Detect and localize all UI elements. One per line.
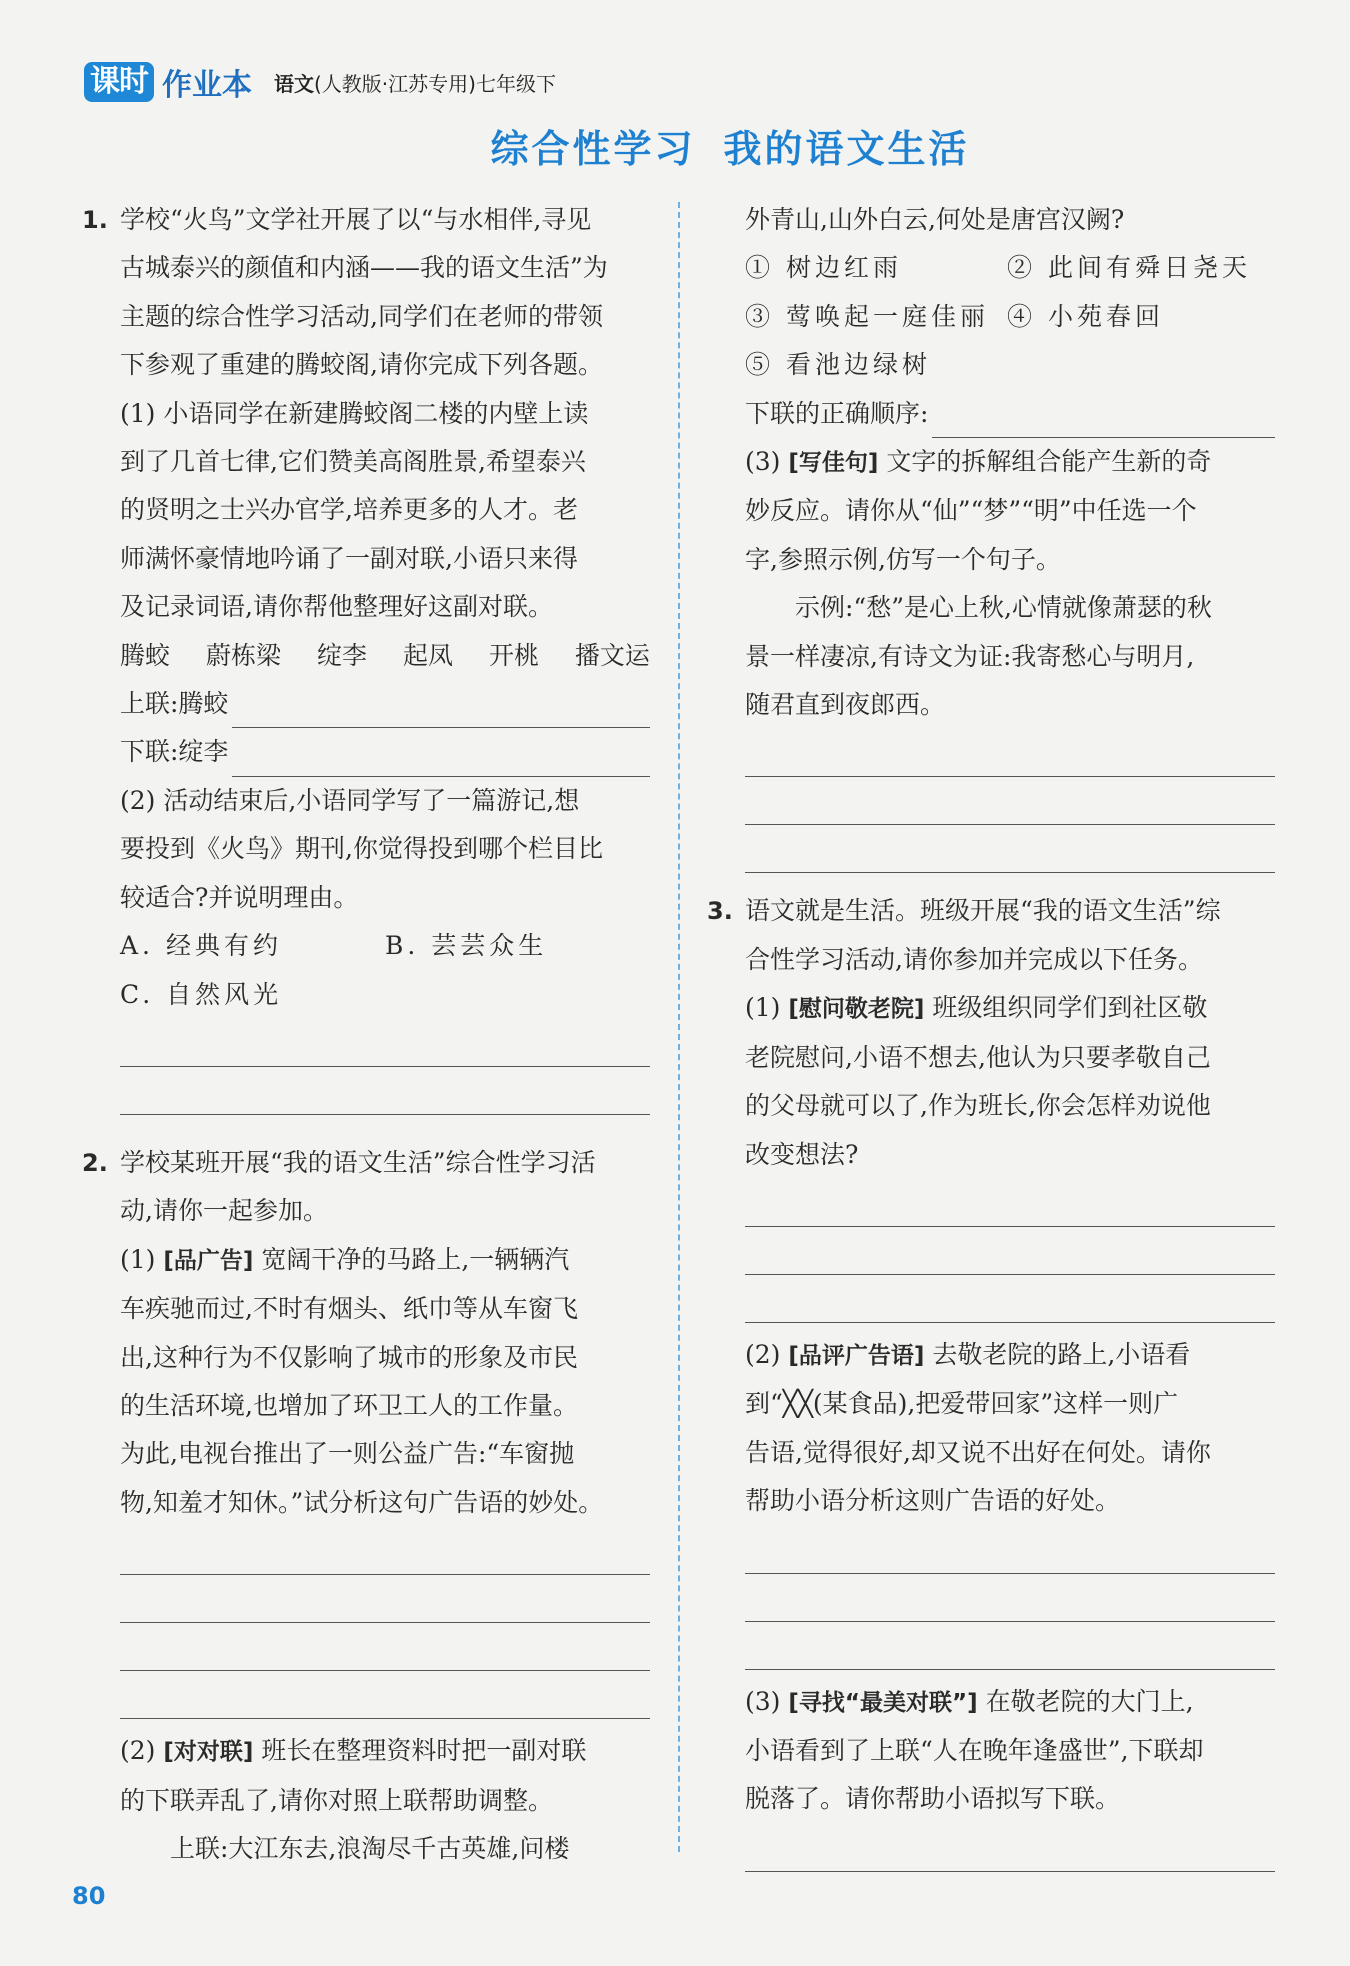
answer-line[interactable]: [232, 740, 650, 777]
text-run: 班长在整理资料时把一副对联: [261, 1736, 587, 1766]
text-line: 古城泰兴的颜值和内涵——我的语文生活”为: [120, 253, 608, 283]
text-line: 的生活环境,也增加了环卫工人的工作量。: [120, 1390, 578, 1420]
choice: ⑤ 看池边绿树: [745, 350, 931, 380]
question-number: 3.: [707, 897, 733, 926]
lower-couplet-field[interactable]: [80, 728, 650, 776]
text-line: 合性学习活动,请你参加并完成以下任务。: [745, 944, 1203, 974]
text-line: 及记录词语,请你帮他整理好这副对联。: [120, 592, 553, 622]
option-c: C. 自然风光: [120, 979, 283, 1009]
section-tag: [品评广告语]: [788, 1342, 925, 1369]
text-line: 到了几首七律,它们赞美高阁胜景,希望泰兴: [120, 447, 586, 477]
answer-line[interactable]: [120, 1671, 650, 1719]
logo: [84, 60, 252, 104]
logo-text: 作业本: [162, 68, 252, 103]
text-line: 要投到《火鸟》期刊,你觉得投到哪个栏目比: [120, 834, 603, 864]
column-divider: [678, 202, 680, 1852]
choices-row: [705, 244, 1275, 292]
question-1: [80, 196, 650, 1115]
text-run: 去敬老院的路上,小语看: [932, 1339, 1191, 1369]
subject-main: 语文: [274, 71, 314, 96]
section-tag: [写佳句]: [788, 450, 879, 477]
text-line: 脱落了。请你帮助小语拟写下联。: [745, 1784, 1121, 1814]
subject-rest: (人教版·江苏专用)七年级下: [314, 71, 556, 96]
option-b: B. 芸芸众生: [385, 931, 548, 961]
answer-line[interactable]: [120, 1067, 650, 1115]
word: 起凤: [402, 640, 453, 670]
text-line: 告语,觉得很好,却又说不出好在何处。请你: [745, 1437, 1211, 1467]
section-tag: [品广告]: [163, 1247, 254, 1274]
question-2: [80, 1139, 650, 1873]
options-row: [80, 971, 650, 1019]
page-number: 80: [72, 1882, 106, 1910]
text-line: 出,这种行为不仅影响了城市的形象及市民: [120, 1342, 578, 1372]
answer-line[interactable]: [745, 1574, 1275, 1622]
answer-line[interactable]: [745, 1179, 1275, 1227]
answer-line[interactable]: [745, 777, 1275, 825]
word-bank: [80, 632, 650, 680]
options-row: [80, 922, 650, 970]
upper-couplet-label: 上联:腾蛟: [120, 689, 229, 719]
text-line: 物,知羞才知休。”试分析这句广告语的妙处。: [120, 1487, 604, 1517]
text-line: (1) 小语同学在新建腾蛟阁二楼的内壁上读: [120, 398, 589, 428]
text-line: 学校“火鸟”文学社开展了以“与水相伴,寻见: [120, 205, 592, 234]
answer-line[interactable]: [232, 691, 650, 728]
left-column: [80, 196, 650, 1873]
order-label: 下联的正确顺序:: [745, 398, 929, 428]
text-line: 上联:大江东去,浪淘尽千古英雄,问楼: [170, 1833, 570, 1863]
sub-number: (1): [120, 1244, 156, 1274]
text-line: [705, 984, 1275, 1033]
question-3: [705, 887, 1275, 1871]
text-line: 车疾驰而过,不时有烟头、纸巾等从车窗飞: [120, 1294, 578, 1324]
question-number: 2.: [82, 1148, 108, 1177]
answer-line[interactable]: [120, 1527, 650, 1575]
text-line: [705, 1331, 1275, 1380]
text-line: [705, 1678, 1275, 1727]
text-line: [80, 1236, 650, 1285]
choices-row: [705, 293, 1275, 341]
text-run: 文字的拆解组合能产生新的奇: [886, 447, 1212, 477]
text-line: 改变想法?: [745, 1139, 859, 1169]
page-title: [0, 118, 1350, 173]
text-line: 景一样凄凉,有诗文为证:我寄愁心与明月,: [745, 641, 1195, 671]
text-line: 小语看到了上联“人在晚年逢盛世”,下联却: [745, 1735, 1204, 1765]
text-line: 动,请你一起参加。: [120, 1196, 328, 1226]
subject-line: [274, 68, 556, 97]
text-line: 到“╳╳(某食品),把爱带回家”这样一则广: [745, 1389, 1179, 1419]
upper-couplet-field[interactable]: [80, 680, 650, 728]
order-answer-field[interactable]: [705, 390, 1275, 438]
text-run: 班级组织同学们到社区敬: [932, 993, 1208, 1023]
word: 绽李: [316, 640, 367, 670]
text-line: (2) 活动结束后,小语同学写了一篇游记,想: [120, 785, 580, 815]
text-line: 外青山,山外白云,何处是唐宫汉阙?: [745, 205, 1125, 234]
text-line: 的父母就可以了,作为班长,你会怎样劝说他: [745, 1091, 1211, 1121]
answer-line[interactable]: [745, 1227, 1275, 1275]
logo-box: 课时: [84, 62, 154, 102]
option-a: A. 经典有约: [120, 931, 282, 961]
text-line: 较适合?并说明理由。: [120, 882, 359, 912]
answer-line[interactable]: [120, 1623, 650, 1671]
answer-line[interactable]: [745, 825, 1275, 873]
answer-line[interactable]: [745, 1824, 1275, 1872]
answer-line[interactable]: [745, 1622, 1275, 1670]
text-line: 示例:“愁”是心上秋,心情就像萧瑟的秋: [795, 593, 1212, 623]
right-column: [705, 196, 1275, 1872]
text-line: 妙反应。请你从“仙”“梦”“明”中任选一个: [745, 496, 1197, 526]
text-line: [705, 438, 1275, 487]
text-line: 随君直到夜郎西。: [745, 690, 946, 720]
title-part2: 我的语文生活: [723, 127, 970, 171]
answer-line[interactable]: [745, 1526, 1275, 1574]
question-number: 1.: [82, 206, 108, 234]
answer-line[interactable]: [120, 1019, 650, 1067]
header: [84, 62, 556, 102]
choice: ③ 莺唤起一庭佳丽: [745, 301, 989, 331]
text-line: 学校某班开展“我的语文生活”综合性学习活: [120, 1147, 596, 1177]
word: 腾蛟: [120, 640, 171, 670]
text-run: 宽阔干净的马路上,一辆辆汽: [261, 1244, 570, 1274]
text-line: 主题的综合性学习活动,同学们在老师的带领: [120, 301, 603, 331]
answer-line[interactable]: [120, 1575, 650, 1623]
choice: ② 此间有舜日尧天: [1007, 253, 1251, 283]
text-line: 的下联弄乱了,请你对照上联帮助调整。: [120, 1785, 553, 1815]
sub-number: (3): [745, 1686, 781, 1716]
choices-row: [705, 341, 1275, 389]
section-tag: [寻找“最美对联”]: [788, 1689, 978, 1716]
text-line: 为此,电视台推出了一则公益广告:“车窗抛: [120, 1439, 575, 1469]
answer-line[interactable]: [932, 401, 1275, 438]
title-part1: 综合性学习: [490, 127, 696, 171]
text-line: 下参观了重建的腾蛟阁,请你完成下列各题。: [120, 350, 603, 380]
lower-couplet-label: 下联:绽李: [120, 737, 229, 767]
choice: ① 树边红雨: [745, 253, 902, 283]
word: 开桃: [488, 640, 539, 670]
text-line: 老院慰问,小语不想去,他认为只要孝敬自己: [745, 1042, 1211, 1072]
answer-line[interactable]: [745, 729, 1275, 777]
sub-number: (2): [120, 1736, 156, 1766]
text-line: 师满怀豪情地吟诵了一副对联,小语只来得: [120, 543, 578, 573]
sub-number: (3): [745, 447, 781, 477]
word: 播文运: [574, 640, 650, 670]
text-run: 在敬老院的大门上,: [985, 1686, 1194, 1716]
sub-number: (2): [745, 1339, 781, 1369]
answer-line[interactable]: [745, 1275, 1275, 1323]
text-line: 帮助小语分析这则广告语的好处。: [745, 1486, 1121, 1516]
word: 蔚栋梁: [205, 640, 281, 670]
text-line: 语文就是生活。班级开展“我的语文生活”综: [745, 896, 1221, 926]
section-tag: [对对联]: [163, 1739, 254, 1766]
section-tag: [慰问敬老院]: [788, 996, 925, 1023]
text-line: 的贤明之士兴办官学,培养更多的人才。老: [120, 495, 578, 525]
sub-number: (1): [745, 993, 781, 1023]
choice: ④ 小苑春回: [1007, 301, 1164, 331]
text-line: 字,参照示例,仿写一个句子。: [745, 544, 1061, 574]
text-line: [80, 1727, 650, 1776]
